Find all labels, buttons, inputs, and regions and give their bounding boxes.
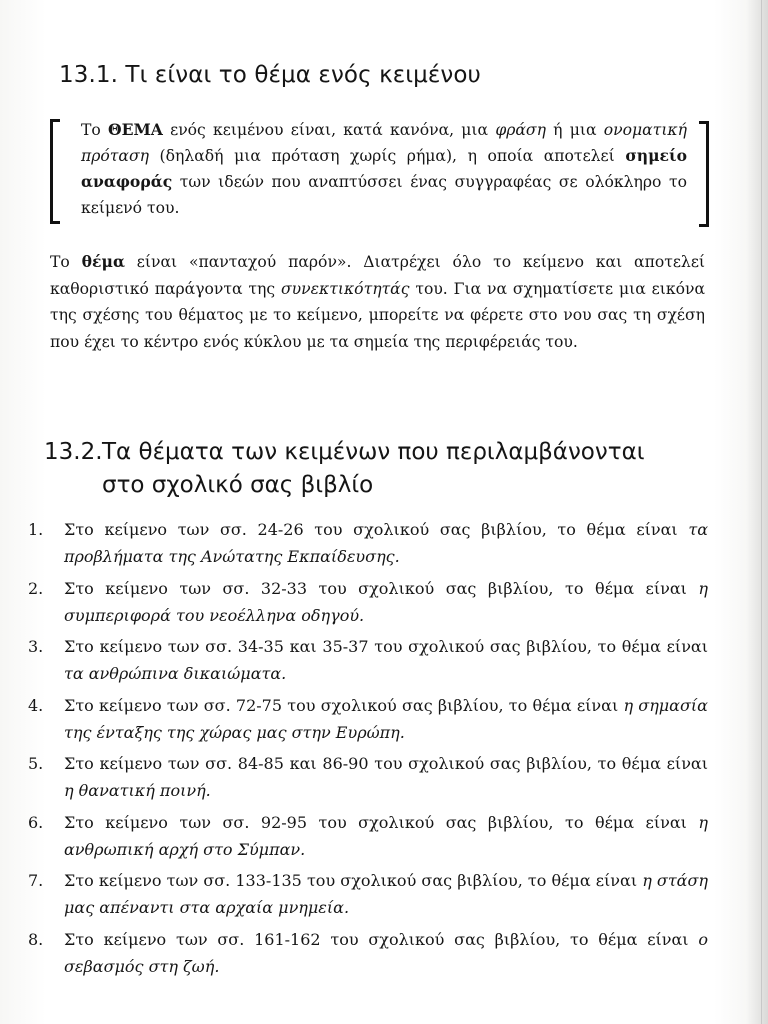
list-item: 7. Στο κείμενο των σσ. 133-135 του σχολικού σας βιβλίου, το θέμα είναι η στάση μας απέναντι στα αρχαία μνημεία.: [28, 867, 708, 921]
list-item: 3. Στο κείμενο των σσ. 34-35 και 35-37 του σχολικού σας βιβλίου, το θέμα είναι τα ανθρώπινα δικαιώματα.: [28, 633, 708, 687]
item-topic: η ανθρωπική αρχή στο Σύμπαν.: [64, 812, 708, 859]
item-number: 5.: [28, 754, 44, 773]
explanation-paragraph: Το θέμα είναι «πανταχού παρόν». Διατρέχει όλο το κείμενο και αποτελεί καθοριστικό παράγοντα της συνεκτικότητάς του. Για να σχηματίσετε μια εικόνα της σχέσης του θέματος με το κείμενο, μπορείτε να φέρετε στο νου σας τη σχέση που έχει το κέντρο ενός κύκλου με τα σημεία της περιφέρειάς του.: [50, 252, 706, 351]
right-bracket: [699, 121, 709, 227]
topics-list: [28, 516, 708, 984]
list-item: 5. Στο κείμενο των σσ. 84-85 και 86-90 του σχολικού σας βιβλίου, το θέμα είναι η θανατική ποινή.: [28, 750, 708, 804]
item-topic: η συμπεριφορά του νεοέλληνα οδηγού.: [64, 578, 708, 625]
list-item: 1. Στο κείμενο των σσ. 24-26 του σχολικού σας βιβλίου, το θέμα είναι τα προβλήματα της Ανώτατης Εκπαίδευσης.: [28, 516, 708, 570]
list-item: 2. Στο κείμενο των σσ. 32-33 του σχολικού σας βιβλίου, το θέμα είναι η συμπεριφορά του νεοέλληνα οδηγού.: [28, 575, 708, 629]
theme-term: ΘΕΜΑ: [108, 120, 163, 139]
coherence-term: συνεκτικότητάς: [281, 279, 410, 298]
item-topic: η θανατική ποινή.: [64, 781, 211, 800]
item-number: 7.: [28, 871, 44, 890]
section-heading-13-2: [44, 436, 645, 502]
left-bracket: [50, 119, 60, 224]
page-edge-line: [761, 0, 762, 1024]
item-number: 2.: [28, 578, 44, 598]
section-title-line2: στο σχολικό σας βιβλίο: [102, 472, 374, 498]
section-title-line1: Τα θέματα των κειμένων που περιλαμβάνονται: [102, 439, 645, 465]
theme-word: θέμα: [81, 252, 125, 271]
item-topic: τα προβλήματα της Ανώτατης Εκπαίδευσης.: [64, 520, 708, 566]
item-number: 4.: [28, 695, 44, 715]
item-topic: ο σεβασμός στη ζωή.: [64, 929, 708, 976]
item-number: 8.: [28, 929, 44, 949]
item-number: 6.: [28, 812, 44, 832]
page-edge-shadow: [746, 0, 768, 1024]
definition-box: Το ΘΕΜΑ ενός κειμένου είναι, κατά κανόνα, μια φράση ή μια ονοματική πρόταση (δηλαδή μια πρόταση χωρίς ρήμα), η οποία αποτελεί σημείο αναφοράς των ιδεών που αναπτύσσει ένας συγγραφέας σε ολόκληρο το κείμενό του.: [81, 120, 687, 217]
item-number: 1.: [28, 520, 44, 539]
nominal-clause-term: ονοματική πρόταση: [81, 121, 687, 165]
list-item: 6. Στο κείμενο των σσ. 92-95 του σχολικού σας βιβλίου, το θέμα είναι η ανθρωπική αρχή στο Σύμπαν.: [28, 809, 708, 863]
item-topic: η σημασία της ένταξης της χώρας μας στην Ευρώπη.: [64, 695, 708, 742]
phrase-term: φράση: [495, 121, 546, 139]
list-item: 4. Στο κείμενο των σσ. 72-75 του σχολικού σας βιβλίου, το θέμα είναι η σημασία της ένταξης της χώρας μας στην Ευρώπη.: [28, 692, 708, 746]
section-heading-13-1: 13.1. Τι είναι το θέμα ενός κειμένου: [59, 62, 481, 88]
section-number: 13.2.: [44, 439, 103, 465]
reference-point-term: σημείο αναφοράς: [81, 146, 687, 191]
item-number: 3.: [28, 637, 44, 656]
item-topic: η στάση μας απέναντι στα αρχαία μνημεία.: [64, 871, 708, 917]
list-item: 8. Στο κείμενο των σσ. 161-162 του σχολικού σας βιβλίου, το θέμα είναι ο σεβασμός στη ζωή.: [28, 926, 708, 980]
item-topic: τα ανθρώπινα δικαιώματα.: [64, 664, 287, 683]
